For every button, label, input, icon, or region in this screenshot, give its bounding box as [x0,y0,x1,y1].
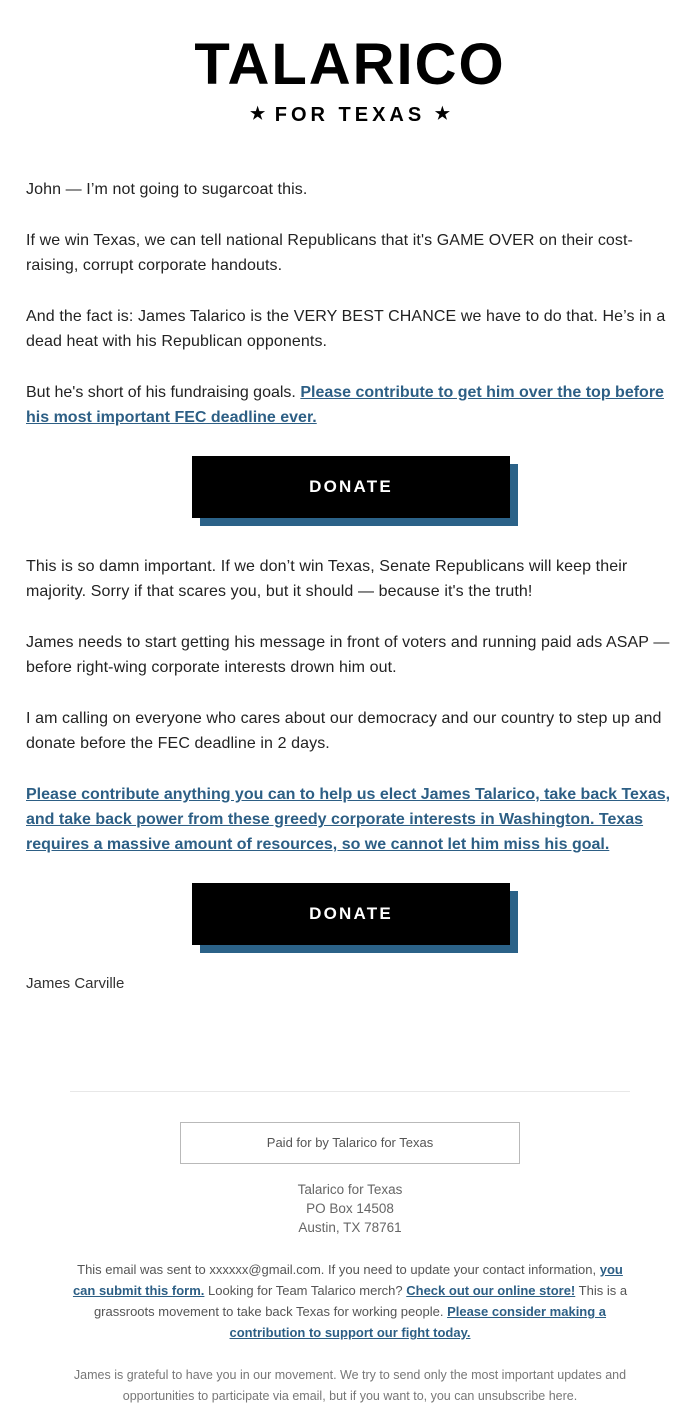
paid-for-disclaimer: Paid for by Talarico for Texas [180,1122,520,1164]
footer-divider [70,1091,630,1092]
paragraph-paid-ads: James needs to start getting his message in front of voters and running paid ads ASAP — before right-wing corporate interests drown him out. [26,634,670,676]
fine-print [68,1259,632,1343]
donate-button-row-top [0,456,700,518]
fine-print-text-3: This is a grassroots movement to take back Texas for working people. [93,1283,628,1319]
contribute-link-top[interactable]: Please contribute to get him over the top before his most important FEC deadline ever. [26,384,664,426]
donate-button-wrap-bottom [192,883,510,945]
paragraph-fundraising-goals [26,380,674,430]
online-store-link[interactable]: Check out our online store! [406,1283,576,1298]
message-body [0,177,700,430]
address-line-2: PO Box 14508 [306,1201,394,1216]
email-footer [0,1122,700,1407]
star-left-icon: ★ [249,104,266,123]
logo-tagline [0,102,700,129]
brand-logo [0,0,700,129]
closing-note: James is grateful to have you in our movement. We try to send only the most important updates and opportunities to participate via email, but if you want to, you can unsubscribe here. [73,1368,627,1403]
logo-wordmark: TALARICO [194,32,506,97]
committee-address [40,1180,660,1237]
signature: James Carville [26,975,125,992]
paragraph-so-important: This is so damn important. If we don’t win Texas, Senate Republicans will keep their majority. Sorry if that scares you, but it should — because it's the truth! [26,558,628,600]
donate-button-row-bottom [0,883,700,945]
paragraph-fec-deadline: I am calling on everyone who cares about our democracy and our country to step up and donate before the FEC deadline in 2 days. [26,710,662,752]
donate-button-bottom[interactable]: DONATE [192,883,510,945]
address-line-3: Austin, TX 78761 [298,1220,402,1235]
fine-print-text-2: Looking for Team Talarico merch? [204,1283,407,1298]
donate-button-top[interactable]: DONATE [192,456,510,518]
paragraph-greeting: John — I’m not going to sugarcoat this. [26,181,308,198]
submit-form-link[interactable]: you can submit this form. [72,1262,623,1298]
contribute-link-bottom[interactable]: Please contribute anything you can to help us elect James Talarico, take back Texas, and take back power from these greedy corporate interests in Washington. Texas requires a massive amount of resources, so we cannot let him miss his goal. [26,786,671,853]
paragraph-fundraising-lead: But he's short of his fundraising goals. [26,384,301,401]
message-body-continued [0,554,700,857]
donate-button-wrap-top [192,456,510,518]
star-right-icon: ★ [434,104,451,123]
contribution-link-footer[interactable]: Please consider making a contribution to support our fight today. [229,1304,607,1340]
paragraph-contribute-link [26,782,674,857]
address-line-1: Talarico for Texas [297,1182,403,1197]
paragraph-win-texas: If we win Texas, we can tell national Republicans that it's GAME OVER on their cost-raising, corrupt corporate handouts. [26,232,633,274]
paragraph-best-chance: And the fact is: James Talarico is the VERY BEST CHANCE we have to do that. He’s in a dead heat with his Republican opponents. [26,308,666,350]
fine-print-text-1: This email was sent to xxxxxx@gmail.com. If you need to update your contact information, [77,1262,600,1277]
logo-tagline-text: FOR TEXAS [274,104,426,126]
